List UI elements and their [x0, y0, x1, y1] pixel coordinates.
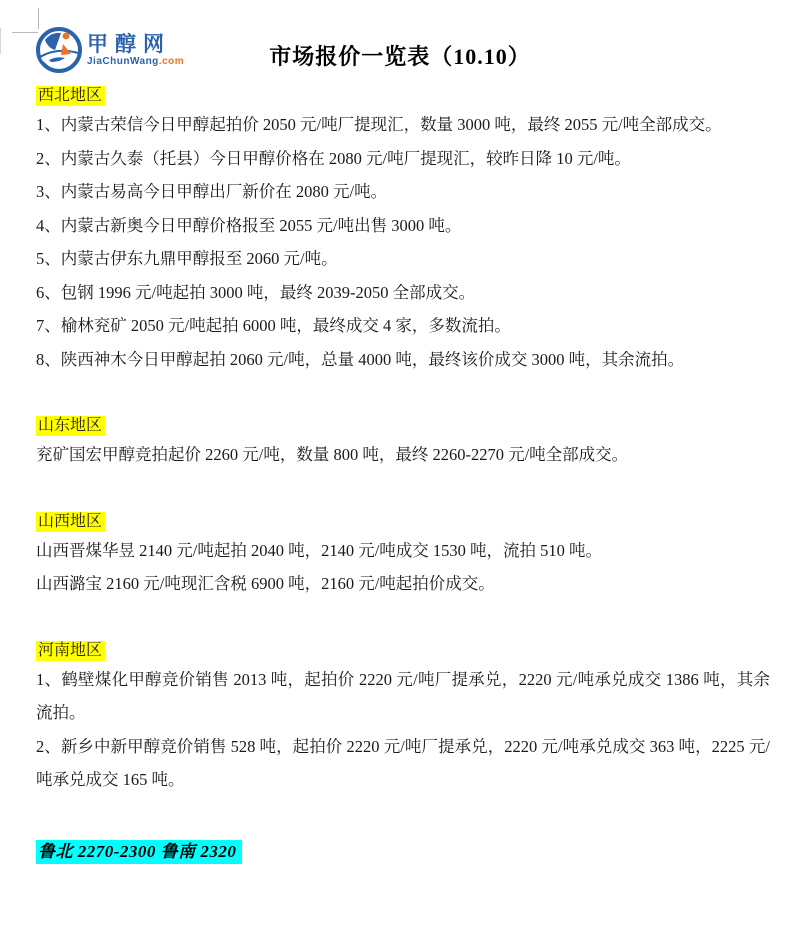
price-item: 1、内蒙古荣信今日甲醇起拍价 2050 元/吨厂提现汇，数量 3000 吨，最终 2055 元/吨全部成交。: [36, 115, 722, 134]
price-item: 2、内蒙古久泰（托县）今日甲醇价格在 2080 元/吨厂提现汇，较昨日降 10 元/吨。: [36, 148, 631, 168]
price-item: 5、内蒙古伊东九鼎甲醇报至 2060 元/吨。: [36, 249, 338, 268]
region-heading-highlight: 山东地区: [36, 416, 105, 436]
logo-domain: [87, 56, 184, 68]
price-item: 7、榆林兖矿 2050 元/吨起拍 6000 吨，最终成交 4 家，多数流拍。: [36, 316, 511, 335]
document-header: [0, 0, 800, 84]
region-heading-highlight: 山西地区: [36, 512, 105, 532]
region-section: [36, 510, 770, 601]
region-heading: [36, 84, 770, 108]
region-heading-highlight: 河南地区: [36, 641, 105, 661]
logo-chinese-name: 甲醇网: [87, 32, 171, 56]
region-heading: [36, 510, 770, 534]
price-item: 6、包钢 1996 元/吨起拍 3000 吨，最终 2039-2050 全部成交。: [36, 282, 476, 302]
price-item: 兖矿国宏甲醇竞拍起价 2260 元/吨，数量 800 吨，最终 2260-2270 元/吨全部成交。: [36, 445, 629, 464]
logo-domain-suffix: .com: [158, 56, 185, 67]
price-item: 2、新乡中新甲醇竞价销售 528 吨，起拍价 2220 元/吨厂提承兑，2220 元/吨承兑成交 363 吨，2225 元/吨承兑成交 165 吨。: [36, 736, 770, 789]
page-title: 市场报价一览表（10.10）: [269, 44, 531, 69]
jiachunwang-logo: [35, 26, 184, 74]
price-item: 3、内蒙古易高今日甲醇出厂新价在 2080 元/吨。: [36, 182, 388, 201]
region-heading: [36, 414, 770, 438]
price-item: 8、陕西神木今日甲醇起拍 2060 元/吨，总量 4000 吨，最终该价成交 3000 吨，其余流拍。: [36, 349, 685, 369]
logo-text: [87, 26, 184, 68]
price-item: 1、鹤壁煤化甲醇竞价销售 2013 吨，起拍价 2220 元/吨厂提承兑，2220 元/吨承兑成交 1386 吨，其余流拍。: [36, 669, 770, 722]
globe-swoosh-icon: [35, 26, 83, 74]
region-section: [36, 414, 770, 472]
summary-row: [0, 837, 800, 862]
price-item: 山西晋煤华昱 2140 元/吨起拍 2040 吨，2140 元/吨成交 1530 吨，流拍 510 吨。: [36, 540, 603, 560]
price-sections: [0, 84, 800, 797]
logo-domain-name: JiaChunWang: [87, 56, 159, 67]
price-item: 4、内蒙古新奥今日甲醇价格报至 2055 元/吨出售 3000 吨。: [36, 215, 462, 235]
price-item: 山西潞宝 2160 元/吨现汇含税 6900 吨，2160 元/吨起拍价成交。: [36, 574, 495, 593]
region-section: [36, 84, 770, 376]
region-section: [36, 639, 770, 797]
region-heading-highlight: 西北地区: [36, 86, 105, 106]
price-summary-note: 鲁北 2270-2300 鲁南 2320: [36, 840, 242, 864]
region-heading: [36, 639, 770, 663]
